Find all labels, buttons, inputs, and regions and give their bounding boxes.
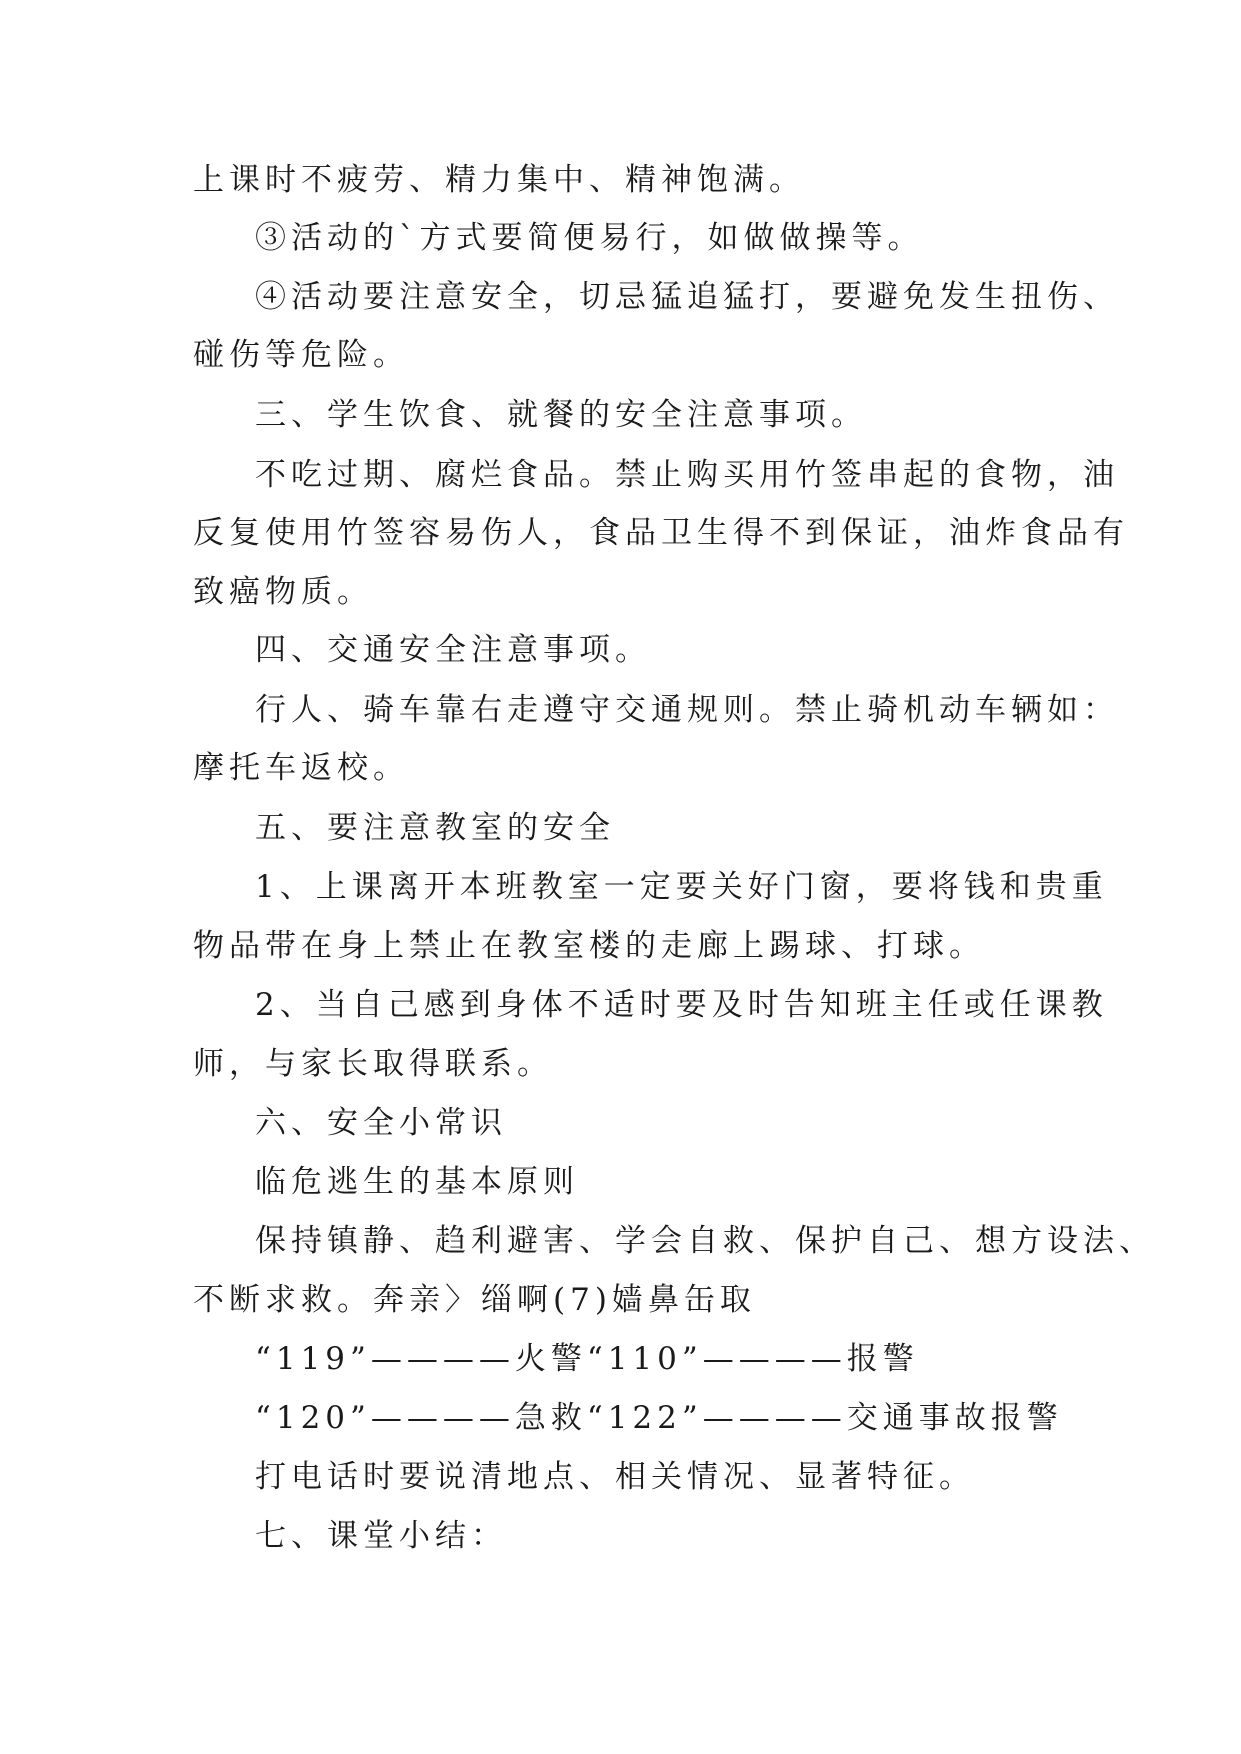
text-line: 临危逃生的基本原则 (255, 1164, 579, 1200)
section-heading: 五、要注意教室的安全 (255, 810, 615, 846)
text-line: 反复使用竹签容易伤人，食品卫生得不到保证，油炸食品有 (193, 515, 1129, 551)
section-heading: 六、安全小常识 (255, 1105, 507, 1141)
text-line: 摩托车返校。 (193, 750, 409, 786)
text-line: 上课时不疲劳、精力集中、精神饱满。 (193, 162, 805, 198)
text-line: 打电话时要说清地点、相关情况、显著特征。 (255, 1459, 975, 1495)
text-line: 物品带在身上禁止在教室楼的走廊上踢球、打球。 (193, 928, 985, 964)
text-line: ④活动要注意安全，切忌猛追猛打，要避免发生扭伤、 (255, 279, 1119, 315)
text-line: 行人、骑车靠右走遵守交通规则。禁止骑机动车辆如： (255, 692, 1119, 728)
text-line: 师，与家长取得联系。 (193, 1046, 553, 1082)
text-line: 不吃过期、腐烂食品。禁止购买用竹签串起的食物，油 (255, 457, 1119, 493)
text-line: 1、上课离开本班教室一定要关好门窗，要将钱和贵重 (255, 869, 1108, 905)
text-line: “120”————急救“122”————交通事故报警 (255, 1400, 1063, 1436)
text-line: “119”————火警“110”————报警 (255, 1341, 919, 1377)
text-line: 致癌物质。 (193, 574, 373, 610)
text-line: 不断求救。奔亲〉缁啊(7)嫱鼻缶取 (193, 1282, 756, 1318)
text-line: 保持镇静、趋利避害、学会自救、保护自己、想方设法、 (255, 1223, 1155, 1259)
text-line: 2、当自己感到身体不适时要及时告知班主任或任课教 (255, 987, 1108, 1023)
section-heading: 三、学生饮食、就餐的安全注意事项。 (255, 397, 867, 433)
section-heading: 七、课堂小结： (255, 1518, 507, 1554)
text-line: 碰伤等危险。 (193, 337, 409, 373)
text-line: ③活动的`方式要简便易行，如做做操等。 (255, 220, 924, 256)
section-heading: 四、交通安全注意事项。 (255, 632, 651, 668)
